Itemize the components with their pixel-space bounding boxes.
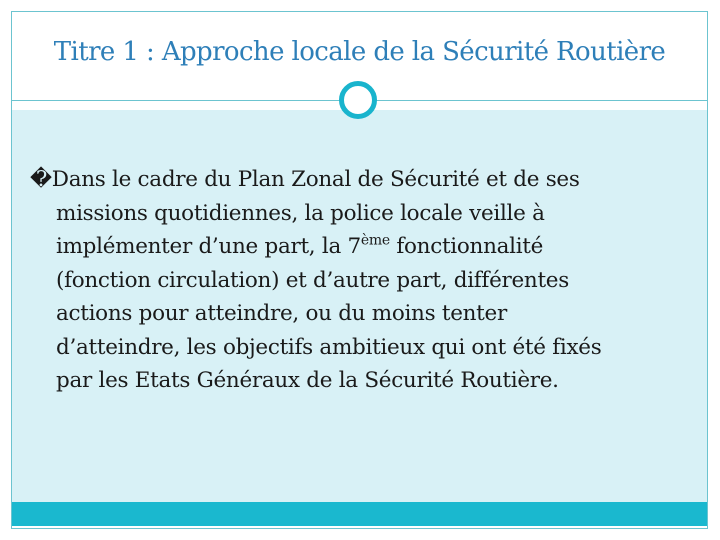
- body-line-5: actions pour atteindre, ou du moins tenter: [56, 301, 507, 326]
- body-line-7: par les Etats Généraux de la Sécurité Routière.: [56, 368, 559, 393]
- body-line-3-post: fonctionnalité: [389, 234, 544, 259]
- body-line-3-pre: implémenter d’une part, la 7: [56, 234, 361, 259]
- body-text: [30, 163, 690, 398]
- superscript: ème: [360, 232, 390, 249]
- body-line-3: [30, 230, 690, 264]
- body-line: Dans le cadre du Plan Zonal de Sécurité et de ses: [51, 167, 580, 192]
- bullet-icon: �: [30, 167, 52, 192]
- bottom-accent-bar: [12, 502, 707, 526]
- slide-title: Titre 1 : Approche locale de la Sécurité Routière: [53, 37, 666, 67]
- body-line-6: d’atteindre, les objectifs ambitieux qui ont été fixés: [56, 334, 602, 360]
- decorative-circle-icon: [339, 81, 377, 119]
- body-line-4: (fonction circulation) et d’autre part, différentes: [56, 267, 569, 293]
- bullet-line-1: [30, 163, 690, 197]
- body-line-2: missions quotidiennes, la police locale veille à: [56, 200, 545, 226]
